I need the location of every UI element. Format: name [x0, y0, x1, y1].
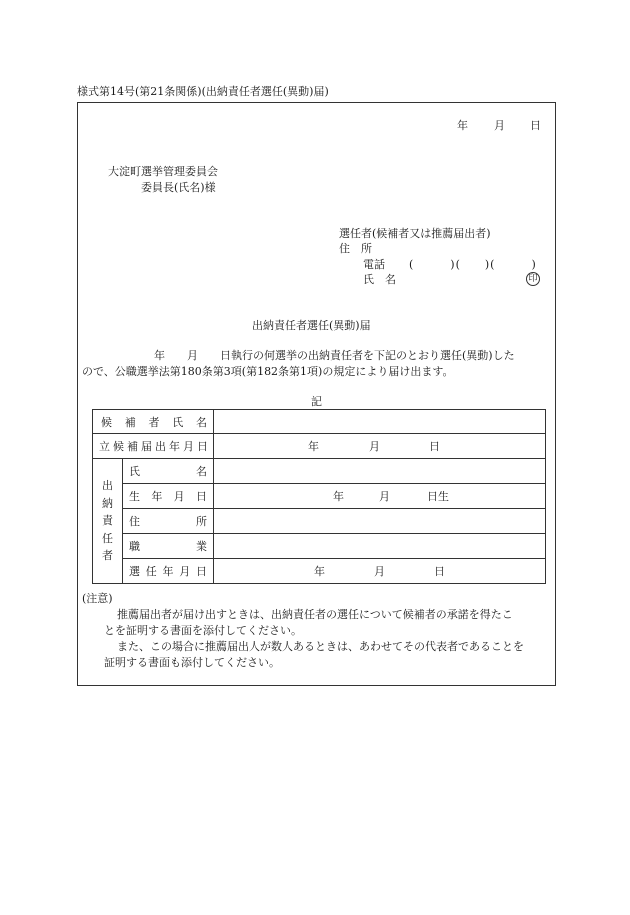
treasurer-group-char: 責	[102, 514, 113, 528]
sender-name-label: 氏 名	[363, 273, 396, 286]
filing-date-char: 日	[197, 440, 208, 453]
birth-year: 年	[333, 490, 344, 503]
treasurer-group-char: 者	[102, 549, 113, 563]
filing-date-label	[93, 438, 213, 454]
appointment-date-char: 年	[162, 565, 174, 578]
birthdate-char: 月	[173, 490, 185, 503]
label-filing-date	[93, 434, 214, 459]
date-month: 月	[494, 119, 505, 132]
filing-date-char: 補	[127, 440, 138, 453]
record-heading: 記	[311, 395, 322, 408]
label-treasurer-group	[93, 459, 123, 584]
birth-month: 月	[379, 490, 390, 503]
filing-date-char: 月	[183, 440, 194, 453]
candidate-name-char: 氏	[172, 415, 184, 429]
appointment-date-label	[123, 563, 213, 579]
body-line-1: 年 月 日執行の何選挙の出納責任者を下記のとおり選任(異動)した	[154, 349, 515, 362]
value-appointment-date[interactable]	[214, 559, 546, 584]
value-name[interactable]	[214, 459, 546, 484]
treasurer-group-label	[93, 477, 122, 565]
candidate-name-label	[93, 414, 213, 430]
row-birthdate	[93, 484, 546, 509]
filing-date-char: 立	[99, 440, 110, 453]
seal-mark: 印	[526, 272, 540, 286]
occupation-label	[123, 538, 213, 554]
appointment-date-char: 日	[196, 565, 207, 578]
notes-heading: (注意)	[82, 592, 113, 605]
sender-role: 選任者(候補者又は推薦届出者)	[339, 227, 491, 240]
appointment-month: 月	[374, 565, 385, 578]
birthdate-char: 生	[129, 490, 140, 503]
candidate-name-char: 補	[124, 415, 136, 429]
birthdate-label	[123, 488, 213, 504]
treasurer-group-char: 出	[102, 479, 113, 493]
birthdate-char: 年	[151, 490, 163, 503]
occupation-char: 業	[196, 540, 207, 553]
filing-date-char: 候	[113, 440, 124, 453]
label-appointment-date	[123, 559, 214, 584]
name-label	[123, 463, 213, 479]
address-label	[123, 513, 213, 529]
occupation-char: 職	[129, 540, 140, 553]
value-birthdate[interactable]	[214, 484, 546, 509]
row-treasurer-name	[93, 459, 546, 484]
name-char: 氏	[129, 465, 140, 478]
value-filing-date[interactable]	[214, 434, 546, 459]
birthdate-char: 日	[195, 490, 207, 503]
value-candidate-name[interactable]	[214, 410, 546, 434]
note2-line1: また、この場合に推薦届出人が数人あるときは、あわせてその代表者であることを	[117, 640, 524, 653]
treasurer-table	[92, 409, 546, 584]
row-candidate-name	[93, 410, 546, 434]
sender-address-label: 住 所	[339, 242, 372, 255]
sender-phone-label: 電話	[363, 258, 385, 271]
birth-day: 日生	[427, 490, 449, 503]
row-appointment-date	[93, 559, 546, 584]
row-filing-date	[93, 434, 546, 459]
addressee-committee: 大淀町選挙管理委員会	[108, 165, 218, 178]
note1-line2: とを証明する書面を添付してください。	[104, 624, 302, 637]
value-occupation[interactable]	[214, 534, 546, 559]
appointment-date-char: 任	[145, 565, 157, 578]
candidate-name-char: 名	[196, 415, 207, 429]
date-day: 日	[530, 119, 541, 132]
name-char: 名	[196, 465, 207, 478]
label-address	[123, 509, 214, 534]
filing-day: 日	[429, 440, 440, 453]
note1-line1: 推薦届出者が届け出すときは、出納責任者の選任について候補者の承諾を得たこ	[117, 608, 513, 621]
document-title: 出納責任者選任(異動)届	[252, 319, 371, 332]
candidate-name-char: 者	[148, 415, 160, 429]
row-address	[93, 509, 546, 534]
date-year: 年	[457, 119, 468, 132]
filing-year: 年	[308, 440, 319, 453]
appointment-date-char: 選	[129, 565, 140, 578]
treasurer-group-char: 納	[102, 496, 113, 510]
appointment-day: 日	[434, 565, 445, 578]
appointment-date-char: 月	[179, 565, 191, 578]
address-char: 住	[129, 515, 140, 528]
filing-month: 月	[369, 440, 380, 453]
body-line-2: ので、公職選挙法第180条第3項(第182条第1項)の規定により届け出ます。	[82, 365, 454, 378]
filing-date-char: 年	[169, 440, 180, 453]
treasurer-group-char: 任	[102, 531, 113, 545]
label-candidate-name	[93, 410, 214, 434]
sender-phone-format: ( )( )( )	[409, 258, 537, 271]
address-char: 所	[196, 515, 207, 528]
label-birthdate	[123, 484, 214, 509]
label-occupation	[123, 534, 214, 559]
appointment-year: 年	[314, 565, 325, 578]
row-occupation	[93, 534, 546, 559]
value-address[interactable]	[214, 509, 546, 534]
filing-date-char: 出	[155, 440, 166, 453]
label-name	[123, 459, 214, 484]
note2-line2: 証明する書面も添付してください。	[104, 656, 280, 669]
candidate-name-char: 候	[101, 415, 112, 429]
form-number: 様式第14号(第21条関係)(出納責任者選任(異動)届)	[77, 85, 329, 98]
addressee-chairperson: 委員長(氏名)様	[141, 181, 216, 194]
filing-date-char: 届	[141, 440, 152, 453]
